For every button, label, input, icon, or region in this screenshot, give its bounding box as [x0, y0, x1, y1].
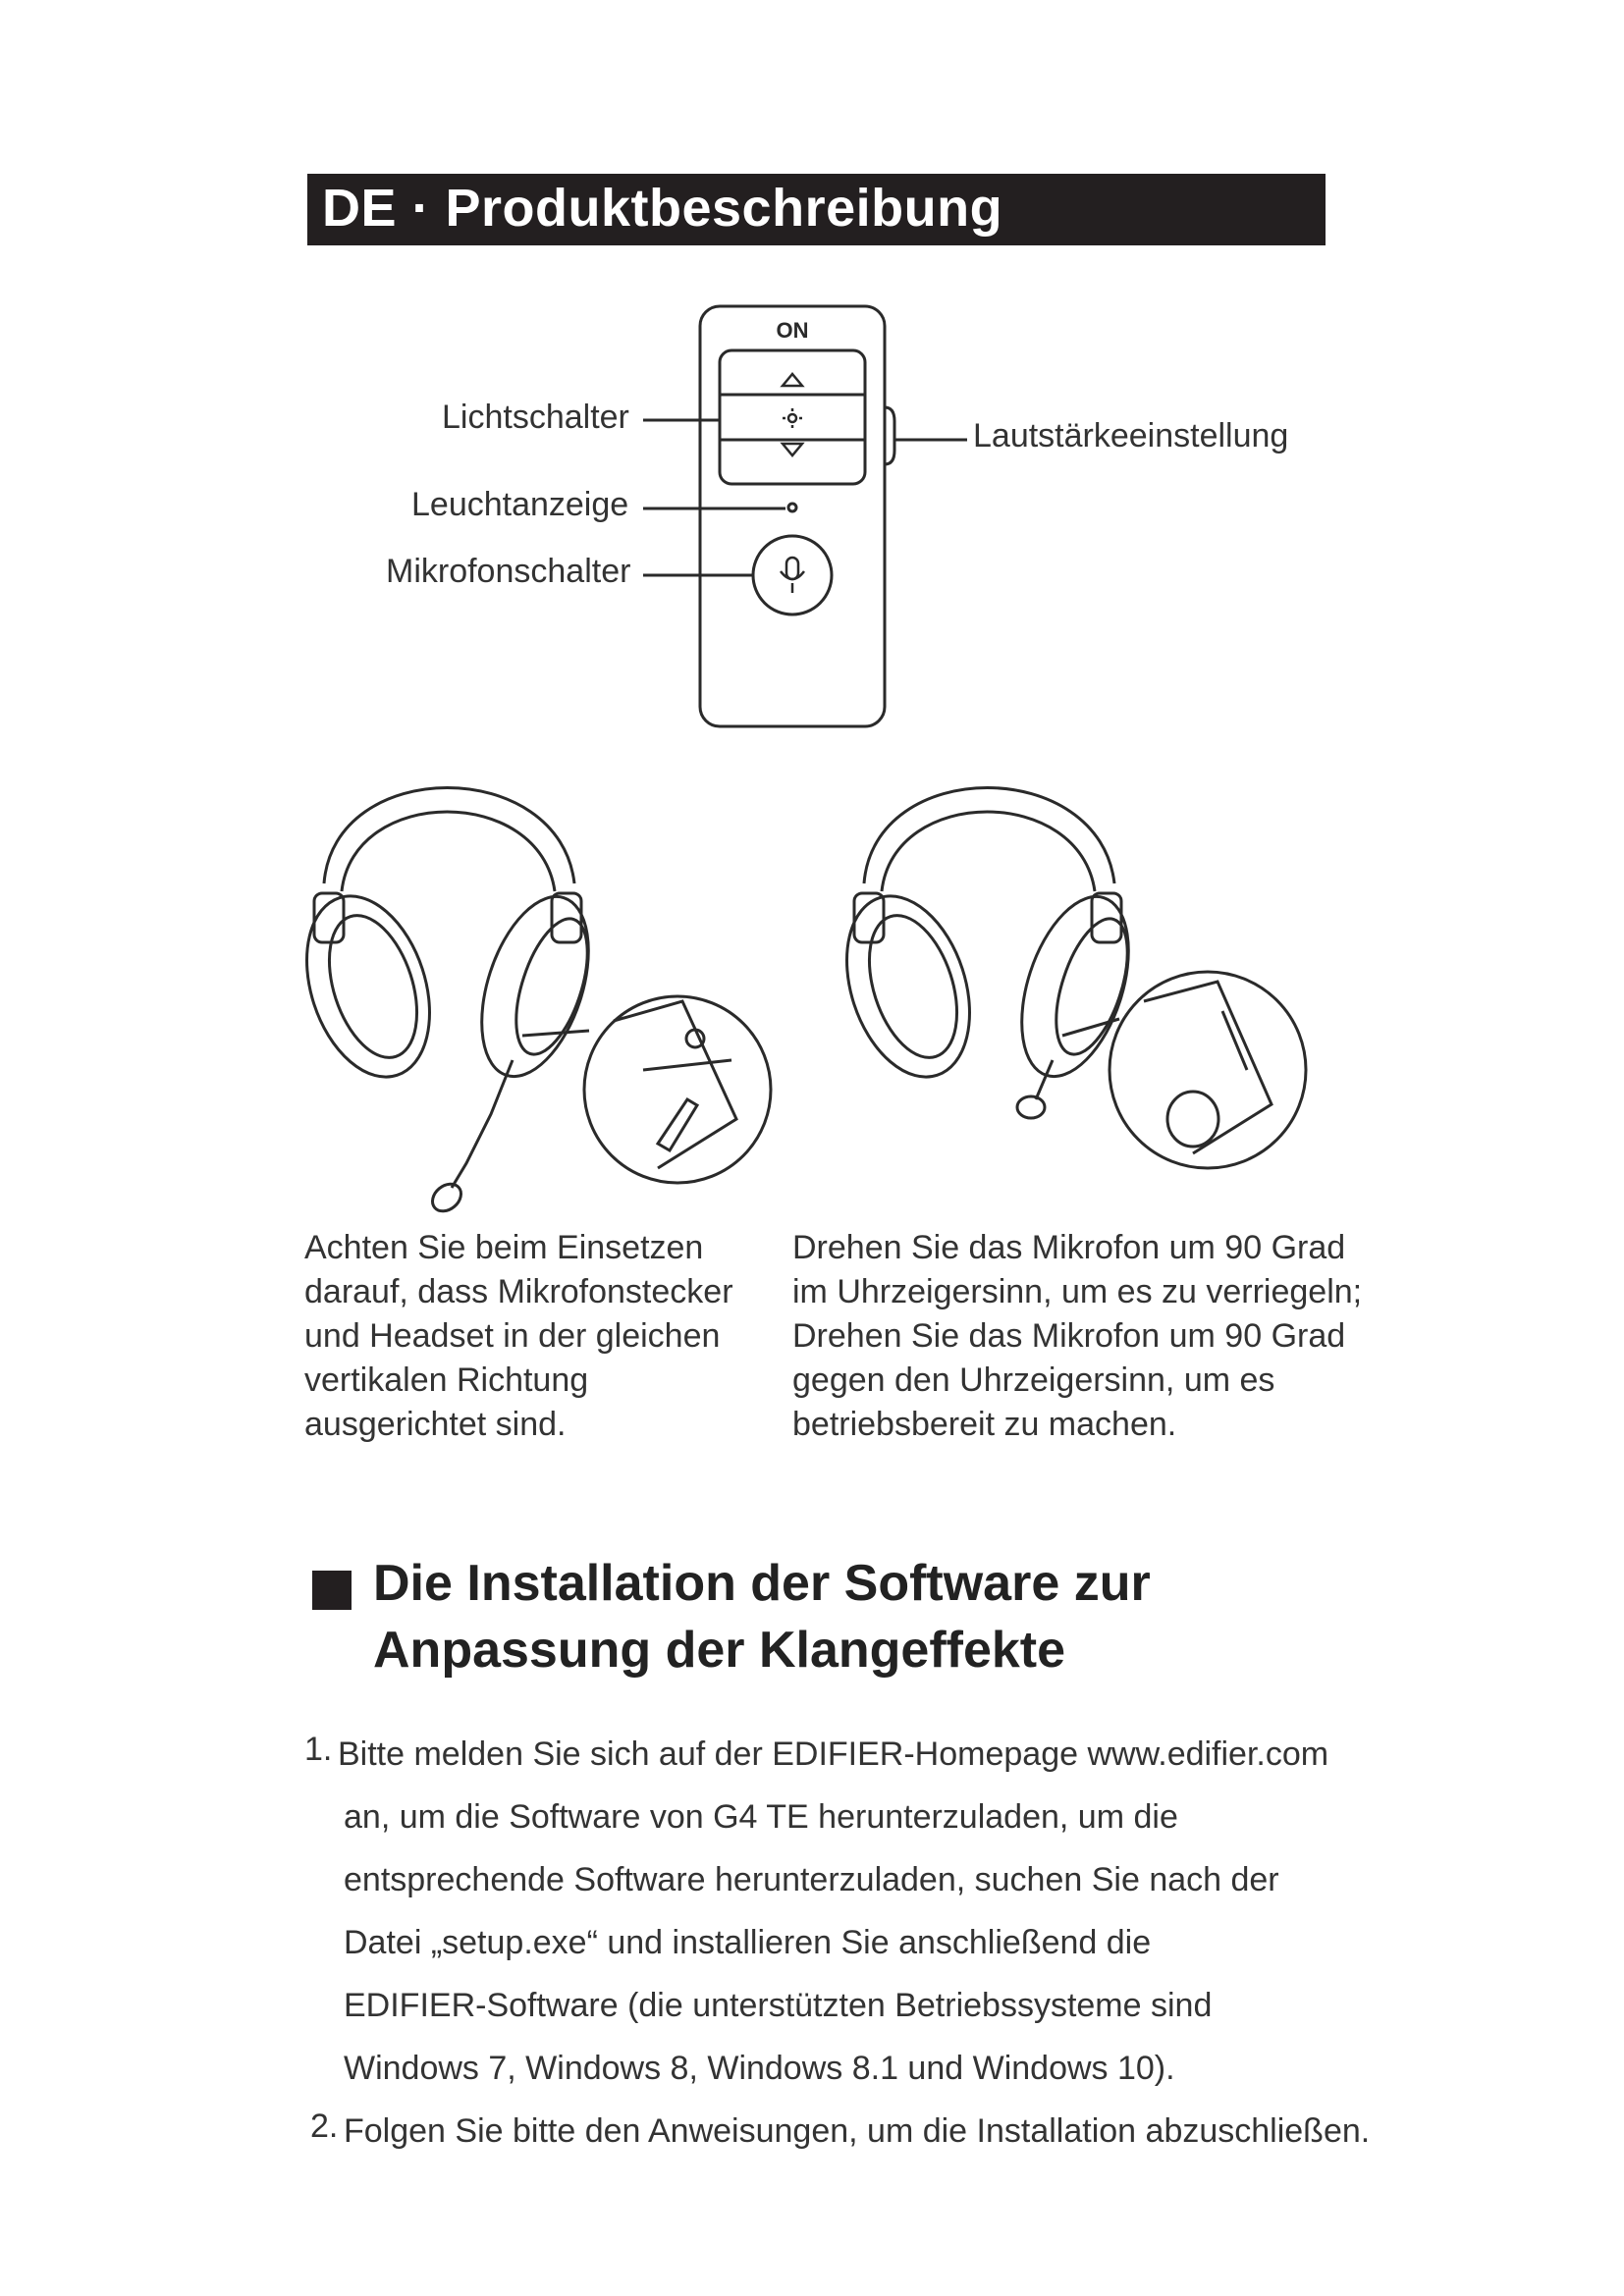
caption-line: Drehen Sie das Mikrofon um 90 Grad [792, 1317, 1346, 1355]
caption-line: gegen den Uhrzeigersinn, um es [792, 1362, 1275, 1399]
step-1 [304, 1731, 1365, 2108]
caption-line: ausgerichtet sind. [304, 1406, 567, 1443]
remote-control-diagram [0, 0, 1624, 746]
mic-button [753, 536, 832, 614]
microphone-boom [1036, 1060, 1053, 1099]
caption-line: darauf, dass Mikrofonstecker [304, 1273, 733, 1310]
step-line: Bitte melden Sie sich auf der EDIFIER-Homepage www.edifier.com [338, 1735, 1329, 1773]
step-line: an, um die Software von G4 TE herunterzuladen, um die [344, 1798, 1178, 1836]
page-title: DE · Produktbeschreibung [322, 179, 1003, 238]
volume-rocker [720, 350, 865, 484]
caption-line: betriebsbereit zu machen. [792, 1406, 1177, 1443]
indicator-led [788, 504, 796, 511]
left-earcup [295, 881, 452, 1094]
step-line: entsprechende Software herunterzuladen, suchen Sie nach der [344, 1861, 1279, 1898]
heading-square-icon [312, 1571, 352, 1610]
right-earcup [1001, 883, 1149, 1090]
microphone-plug [1167, 1092, 1218, 1147]
step-line: Windows 7, Windows 8, Windows 8.1 und Windows 10). [344, 2050, 1175, 2087]
caption-line: im Uhrzeigersinn, um es zu verriegeln; [792, 1273, 1363, 1310]
caption-line: und Headset in der gleichen [304, 1317, 721, 1355]
remote-body [700, 306, 885, 726]
left-earcup [835, 881, 992, 1094]
step-2 [310, 2108, 1371, 2170]
callout-mic-switch: Mikrofonschalter [386, 553, 631, 590]
microphone-plug [658, 1099, 697, 1150]
step-line: Folgen Sie bitte den Anweisungen, um die Installation abzuschließen. [344, 2112, 1371, 2150]
caption-line: Achten Sie beim Einsetzen [304, 1229, 704, 1266]
caption-line: vertikalen Richtung [304, 1362, 589, 1399]
headset-rotate-illustration [835, 775, 1345, 1227]
headset-insert-illustration [295, 775, 805, 1227]
step-number: 1. [304, 1731, 333, 1768]
volume-down-icon [783, 444, 802, 455]
callout-volume: Lautstärkeeinstellung [973, 417, 1289, 454]
heading-line-1: Die Installation der Software zur [373, 1555, 1151, 1612]
callout-indicator: Leuchtanzeige [411, 486, 629, 523]
microphone-head [1017, 1096, 1045, 1118]
volume-up-icon [783, 374, 802, 386]
microphone-head [427, 1179, 466, 1217]
step-number: 2. [310, 2108, 339, 2145]
caption-line: Drehen Sie das Mikrofon um 90 Grad [792, 1229, 1346, 1266]
caption-insert [304, 1226, 756, 1447]
detail-zoom-circle [1110, 972, 1306, 1168]
caption-rotate [792, 1226, 1381, 1447]
callout-light-switch: Lichtschalter [442, 399, 629, 436]
installation-steps [304, 1731, 1371, 2170]
heading-line-2: Anpassung der Klangeffekte [373, 1622, 1066, 1679]
step-line: Datei „setup.exe“ und installieren Sie anschließend die [344, 1924, 1152, 1961]
right-earcup [461, 883, 609, 1090]
microphone-boom [452, 1060, 513, 1188]
on-label: ON [776, 318, 809, 343]
light-icon [783, 408, 802, 428]
microphone-icon [781, 558, 804, 593]
step-line: EDIFIER-Software (die unterstützten Betriebssysteme sind [344, 1987, 1213, 2024]
